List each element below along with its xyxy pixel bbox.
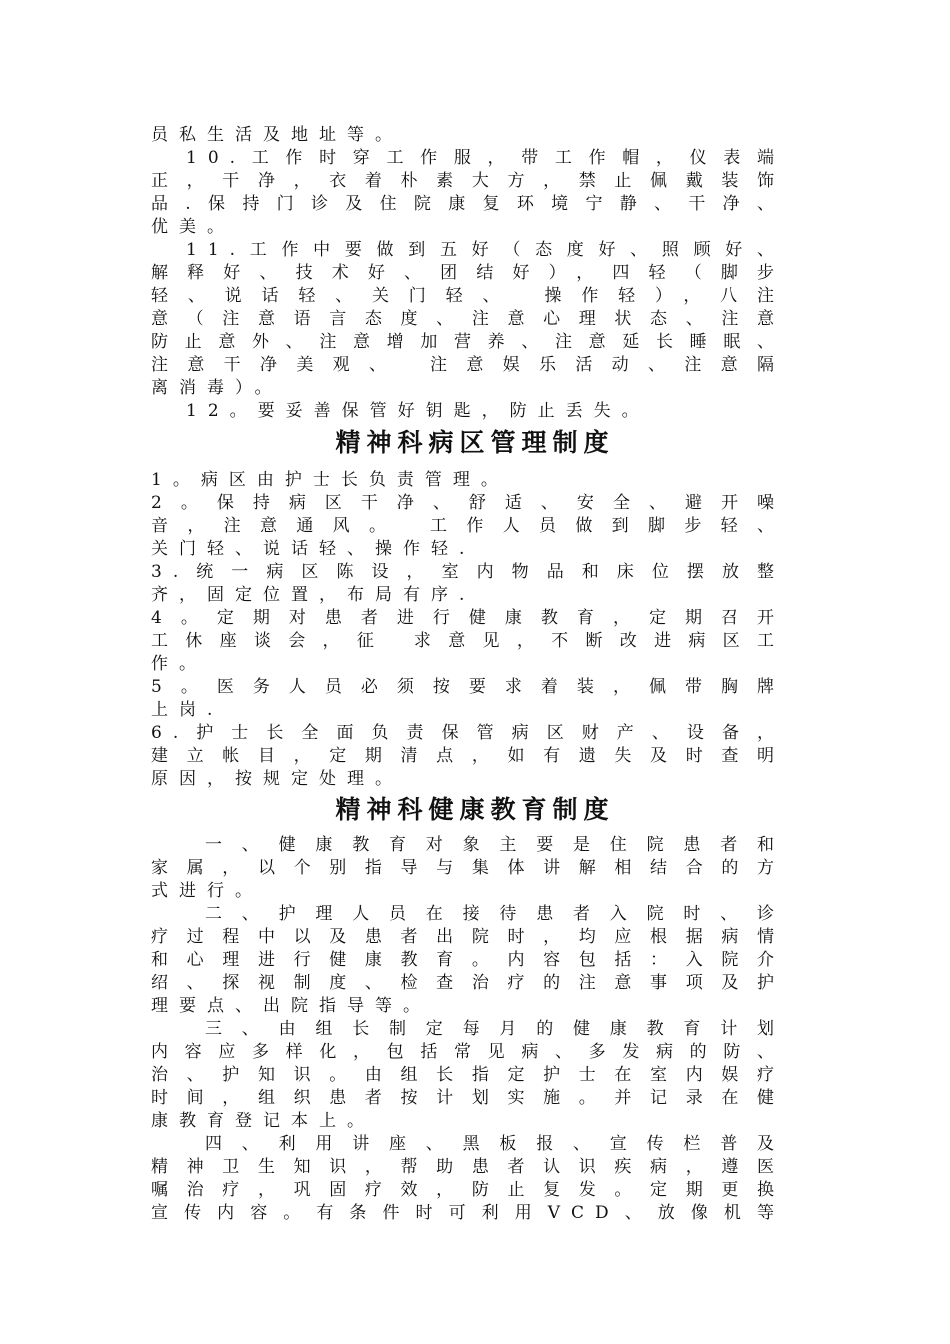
text-line: 4。定期对患者进行健康教育，定期召开: [151, 608, 785, 628]
text-line: 1。病区由护士长负责管理。: [151, 470, 509, 490]
text-line: 工休座谈会，征 求意见，不断改进病区工: [151, 631, 785, 651]
text-line: 嘱治疗，巩固疗效，防止复发。定期更换: [151, 1180, 785, 1200]
text-line: 轻、说话轻、关门轻、 操作轻），八注: [151, 286, 785, 306]
text-line: 优美。: [151, 217, 235, 237]
text-line: 宣传内容。有条件时可利用VCD、放像机等: [151, 1203, 785, 1223]
section-heading: 精神科健康教育制度: [335, 795, 615, 824]
text-line: 家属，以个别指导与集体讲解相结合的方: [151, 858, 785, 878]
text-line: 11.工作中要做到五好（态度好、照顾好、: [186, 240, 785, 260]
text-line: 式进行。: [151, 881, 263, 901]
text-line: 治、护知识。由组长指定护士在室内娱疗: [151, 1065, 785, 1085]
text-line: 建立帐目，定期清点，如有遗失及时查明: [151, 746, 785, 766]
text-line: 2。保持病区干净、舒适、安全、避开噪: [151, 493, 785, 513]
text-line: 离消毒）。: [151, 378, 283, 398]
text-line: 和心理进行健康教育。内容包括：入院介: [151, 950, 785, 970]
text-line: 6.护士长全面负责保管病区财产、设备，: [151, 723, 785, 743]
text-line: 3.统一病区陈设，室内物品和床位摆放整: [151, 562, 785, 582]
text-line: 二、护理人员在接待患者入院时、诊: [205, 904, 785, 924]
text-line: 12。要妥善保管好钥匙，防止丢失。: [186, 401, 650, 421]
text-line: 时间，组织患者按计划实施。并记录在健: [151, 1088, 785, 1108]
text-line: 绍、探视制度、检查治疗的注意事项及护: [151, 973, 785, 993]
text-line: 三、由组长制定每月的健康教育计划: [205, 1019, 785, 1039]
section-heading: 精神科病区管理制度: [335, 428, 615, 457]
text-line: 上岗.: [151, 700, 224, 720]
text-line: 注意干净美观、 注意娱乐活动、注意隔: [151, 355, 785, 375]
text-line: 5。医务人员必须按要求着装，佩带胸牌: [151, 677, 785, 697]
text-line: 音，注意通风。 工作人员做到脚步轻、: [151, 516, 785, 536]
text-line: 解释好、技术好、团结好），四轻（脚步: [151, 263, 785, 283]
text-line: 理要点、出院指导等。: [151, 996, 431, 1016]
text-line: 一、健康教育对象主要是住院患者和: [205, 835, 785, 855]
text-line: 疗过程中以及患者出院时，均应根据病情: [151, 927, 785, 947]
text-line: 作。: [151, 654, 207, 674]
text-line: 精神卫生知识，帮助患者认识疾病，遵医: [151, 1157, 785, 1177]
text-line: 10.工作时穿工作服，带工作帽，仪表端: [186, 148, 785, 168]
text-line: 关门轻、说话轻、操作轻.: [151, 539, 476, 559]
text-line: 四、利用讲座、黑板报、宣传栏普及: [205, 1134, 785, 1154]
text-line: 康教育登记本上。: [151, 1111, 375, 1131]
text-line: 防止意外、注意增加营养、注意延长睡眠、: [151, 332, 785, 352]
text-line: 齐，固定位置，布局有序.: [151, 585, 476, 605]
text-line: 正，干净，衣着朴素大方，禁止佩戴装饰: [151, 171, 785, 191]
text-line: 品.保持门诊及住院康复环境宁静、干净、: [151, 194, 785, 214]
text-line: 原因，按规定处理。: [151, 769, 403, 789]
text-line: 员私生活及地址等。: [151, 125, 403, 145]
text-line: 内容应多样化，包括常见病、多发病的防、: [151, 1042, 785, 1062]
text-line: 意（注意语言态度、注意心理状态、注意: [151, 309, 785, 329]
